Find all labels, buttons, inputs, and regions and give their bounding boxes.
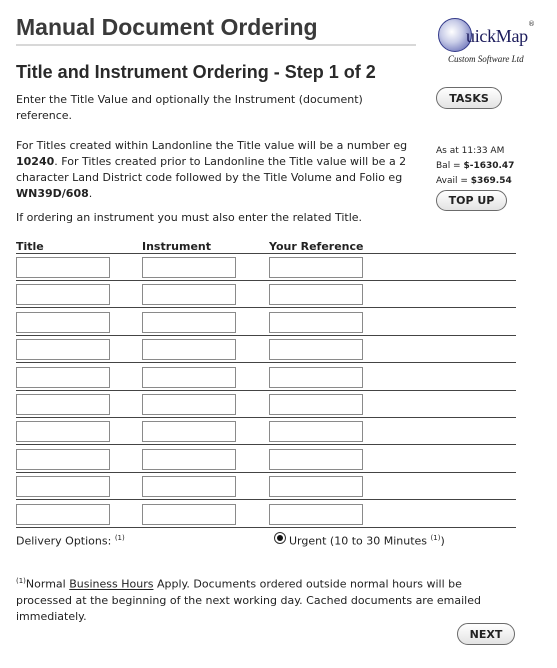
- title-input[interactable]: [16, 339, 110, 360]
- instrument-input[interactable]: [142, 504, 236, 525]
- example-title-code: WN39D/608: [16, 187, 89, 200]
- reference-input[interactable]: [269, 394, 363, 415]
- page-title: Manual Document Ordering: [16, 14, 318, 40]
- reference-input[interactable]: [269, 339, 363, 360]
- step-title: Title and Instrument Ordering - Step 1 of 2: [16, 62, 376, 82]
- reference-input[interactable]: [269, 284, 363, 305]
- instrument-input[interactable]: [142, 421, 236, 442]
- balance-timestamp: As at 11:33 AM: [436, 146, 505, 156]
- logo-registered-mark: ®: [528, 20, 535, 28]
- example-title-number: 10240: [16, 155, 55, 168]
- title-format-paragraph: For Titles created within Landonline the Title value will be a number eg 10240. For Titles created prior to Landonline the Title value will be a 2 character Land District code followed by the Title Volume and Folio eg WN39D/608.: [16, 139, 408, 200]
- column-header-title: Title: [16, 240, 44, 253]
- reference-input[interactable]: [269, 367, 363, 388]
- intro-paragraph: Enter the Title Value and optionally the Instrument (document) reference.: [16, 93, 363, 122]
- business-hours-footnote: $^{(1)}$Normal Business Hours Apply. Documents ordered outside normal hours will be processed at the beginning of the next working day. Cached documents are emailed immediately.: [16, 577, 481, 623]
- balance-panel: [436, 144, 546, 189]
- table-row: [16, 391, 516, 418]
- column-header-reference: Your Reference: [269, 240, 364, 253]
- title-input[interactable]: [16, 449, 110, 470]
- instrument-input[interactable]: [142, 284, 236, 305]
- top-up-button[interactable]: TOP UP: [436, 190, 507, 211]
- title-input[interactable]: [16, 284, 110, 305]
- balance-value: $-1630.47: [463, 161, 515, 171]
- instrument-input[interactable]: [142, 394, 236, 415]
- table-row: [16, 473, 516, 500]
- table-row: [16, 336, 516, 363]
- urgent-radio[interactable]: [274, 532, 286, 544]
- title-divider: [16, 44, 416, 46]
- instrument-input[interactable]: [142, 449, 236, 470]
- reference-input[interactable]: [269, 312, 363, 333]
- reference-input[interactable]: [269, 421, 363, 442]
- table-row: [16, 309, 516, 336]
- title-input[interactable]: [16, 312, 110, 333]
- title-input[interactable]: [16, 367, 110, 388]
- table-row: [16, 281, 516, 308]
- table-row: [16, 254, 516, 281]
- title-input[interactable]: [16, 257, 110, 278]
- urgent-option-label: Urgent (10 to 30 Minutes $^{(1)}$): [289, 534, 445, 548]
- instrument-input[interactable]: [142, 257, 236, 278]
- title-input[interactable]: [16, 394, 110, 415]
- tasks-button[interactable]: TASKS: [436, 87, 502, 109]
- table-row: [16, 501, 516, 528]
- reference-input[interactable]: [269, 449, 363, 470]
- reference-input[interactable]: [269, 257, 363, 278]
- instrument-input[interactable]: [142, 339, 236, 360]
- instrument-input[interactable]: [142, 312, 236, 333]
- logo-wordmark: uickMap: [466, 26, 528, 46]
- reference-input[interactable]: [269, 476, 363, 497]
- logo-tagline: Custom Software Ltd: [448, 54, 524, 64]
- title-input[interactable]: [16, 476, 110, 497]
- table-row: [16, 446, 516, 473]
- instrument-input[interactable]: [142, 367, 236, 388]
- column-header-instrument: Instrument: [142, 240, 211, 253]
- table-row: [16, 418, 516, 445]
- reference-input[interactable]: [269, 504, 363, 525]
- available-line: Avail = $369.54: [436, 176, 512, 186]
- title-input[interactable]: [16, 421, 110, 442]
- available-value: $369.54: [470, 176, 512, 186]
- instrument-input[interactable]: [142, 476, 236, 497]
- business-hours-link[interactable]: Business Hours: [69, 577, 154, 591]
- table-row: [16, 364, 516, 391]
- next-button[interactable]: NEXT: [457, 623, 515, 645]
- title-input[interactable]: [16, 504, 110, 525]
- instrument-note: If ordering an instrument you must also enter the related Title.: [16, 211, 363, 224]
- balance-line: Bal = $-1630.47: [436, 161, 515, 171]
- delivery-options-label: Delivery Options: $^{(1)}$: [16, 534, 125, 548]
- quickmap-logo: [436, 14, 540, 70]
